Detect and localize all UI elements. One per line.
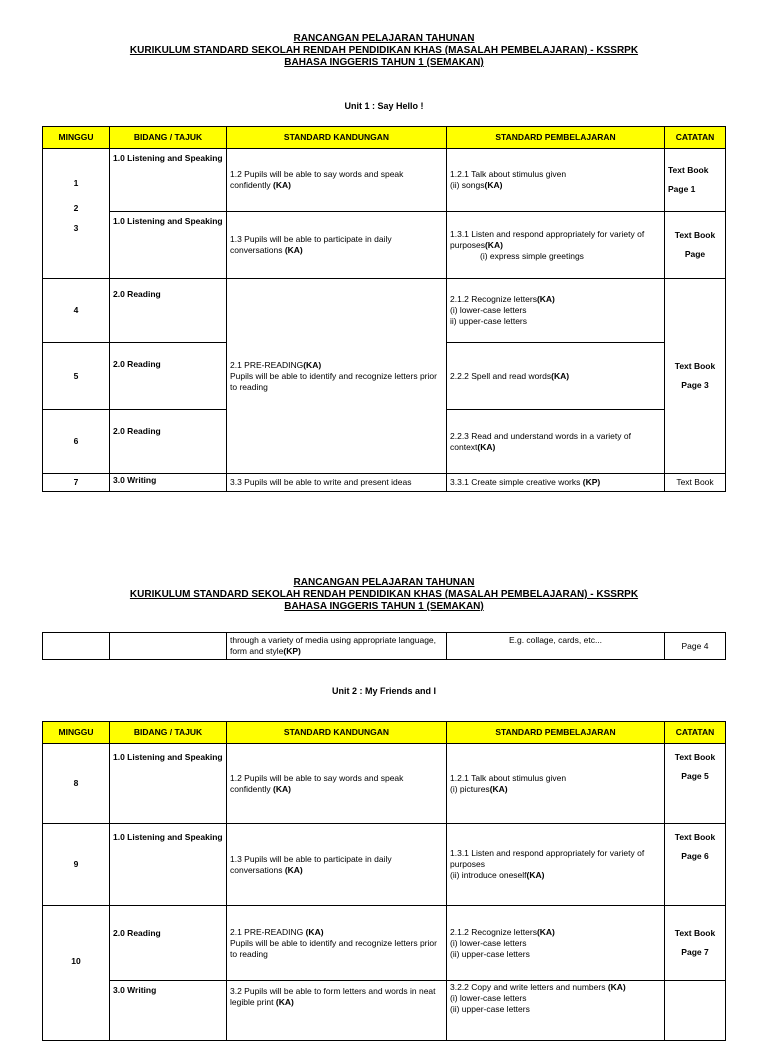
table-row	[43, 279, 726, 343]
table-row	[43, 149, 726, 212]
col-sk: STANDARD KANDUNGAN	[227, 127, 447, 149]
header-line-2: KURIKULUM STANDARD SEKOLAH RENDAH PENDIDIKAN KHAS (MASALAH PEMBELAJARAN) - KSSRPK	[129, 45, 639, 56]
sp-cell: 1.2.1 Talk about stimulus given (i) pictures(KA)	[447, 744, 665, 824]
bidang-cell: 1.0 Listening and Speaking	[110, 824, 227, 906]
unit-1-title: Unit 1 : Say Hello !	[344, 101, 424, 111]
sp-cell: 2.1.2 Recognize letters(KA) (i) lower-case letters ii) upper-case letters	[447, 279, 665, 343]
bidang-cell: 2.0 Reading	[110, 343, 227, 410]
bidang-cell: 2.0 Reading	[110, 906, 227, 981]
catatan-cell: Page 4	[665, 633, 726, 660]
document-header	[0, 33, 768, 69]
bidang-cell: 3.0 Writing	[110, 474, 227, 492]
bidang-cell: 1.0 Listening and Speaking	[110, 744, 227, 824]
header-line-3: BAHASA INGGERIS TAHUN 1 (SEMAKAN)	[284, 57, 484, 68]
week-cell: 6	[43, 410, 110, 474]
table-row	[43, 212, 726, 279]
catatan-cell: Text Book Page 5	[665, 744, 726, 824]
sk-cell: 1.3 Pupils will be able to participate in daily conversations (KA)	[227, 212, 447, 279]
week-number: 1	[73, 178, 79, 188]
week-cell: 5	[43, 343, 110, 410]
sk-cell: 1.3 Pupils will be able to participate in daily conversations (KA)	[227, 824, 447, 906]
sk-cell: 1.2 Pupils will be able to say words and speak confidently (KA)	[227, 744, 447, 824]
week-cell: 9	[43, 824, 110, 906]
catatan-cell	[665, 981, 726, 1041]
sp-cell: 2.2.3 Read and understand words in a variety of context(KA)	[447, 410, 665, 474]
document-header	[0, 577, 768, 613]
bidang-cell: 2.0 Reading	[110, 410, 227, 474]
col-catatan: CATATAN	[665, 127, 726, 149]
table-row	[43, 633, 726, 660]
continuation-table	[42, 632, 726, 660]
header-line-3: BAHASA INGGERIS TAHUN 1 (SEMAKAN)	[284, 601, 484, 612]
week-cell	[43, 149, 110, 279]
sp-cell: 1.3.1 Listen and respond appropriately for variety of purposes (ii) introduce oneself(KA)	[447, 824, 665, 906]
unit-2-table	[42, 721, 726, 1041]
catatan-cell: Text Book Page 7	[665, 906, 726, 981]
catatan-cell: Text Book Page 1	[665, 149, 726, 212]
week-number: 3	[73, 223, 79, 233]
table-row	[43, 981, 726, 1041]
header-line-1: RANCANGAN PELAJARAN TAHUNAN	[293, 33, 475, 44]
col-catatan: CATATAN	[665, 722, 726, 744]
sp-cell: 3.2.2 Copy and write letters and numbers (KA) (i) lower-case letters (ii) upper-case letters	[447, 981, 665, 1041]
table-row	[43, 906, 726, 981]
sp-cell: 2.1.2 Recognize letters(KA) (i) lower-case letters (ii) upper-case letters	[447, 906, 665, 981]
table-row	[43, 474, 726, 492]
week-cell: 7	[43, 474, 110, 492]
catatan-cell: Text Book Page 6	[665, 824, 726, 906]
bidang-cell: 1.0 Listening and Speaking	[110, 149, 227, 212]
bidang-cell: 3.0 Writing	[110, 981, 227, 1041]
unit-1-table	[42, 126, 726, 492]
catatan-cell: Text Book	[665, 474, 726, 492]
col-bidang: BIDANG / TAJUK	[110, 722, 227, 744]
sp-cell: 2.2.2 Spell and read words(KA)	[447, 343, 665, 410]
catatan-cell: Text Book Page	[665, 212, 726, 279]
sk-cell: through a variety of media using appropriate language, form and style(KP)	[227, 633, 447, 660]
table-row	[43, 744, 726, 824]
sk-cell: 2.1 PRE-READING (KA) Pupils will be able to identify and recognize letters prior to reading	[227, 906, 447, 981]
sp-cell: 1.3.1 Listen and respond appropriately for variety of purposes(KA) (i) express simple greetings	[447, 212, 665, 279]
col-bidang: BIDANG / TAJUK	[110, 127, 227, 149]
sk-cell: 3.2 Pupils will be able to form letters and words in neat legible print (KA)	[227, 981, 447, 1041]
bidang-cell	[110, 633, 227, 660]
unit-2-title: Unit 2 : My Friends and I	[331, 686, 436, 696]
sp-cell: 3.3.1 Create simple creative works (KP)	[447, 474, 665, 492]
bidang-cell: 1.0 Listening and Speaking	[110, 212, 227, 279]
week-cell: 8	[43, 744, 110, 824]
col-sp: STANDARD PEMBELAJARAN	[447, 722, 665, 744]
week-number: 2	[73, 203, 79, 213]
sk-cell: 2.1 PRE-READING(KA) Pupils will be able to identify and recognize letters prior to reading	[227, 279, 447, 474]
col-minggu: MINGGU	[43, 722, 110, 744]
catatan-cell: Text Book Page 3	[665, 279, 726, 474]
header-line-2: KURIKULUM STANDARD SEKOLAH RENDAH PENDIDIKAN KHAS (MASALAH PEMBELAJARAN) - KSSRPK	[129, 589, 639, 600]
table-header-row	[43, 127, 726, 149]
week-cell: 10	[43, 906, 110, 1041]
table-row	[43, 824, 726, 906]
col-sk: STANDARD KANDUNGAN	[227, 722, 447, 744]
week-cell: 4	[43, 279, 110, 343]
table-header-row	[43, 722, 726, 744]
sk-cell: 1.2 Pupils will be able to say words and speak confidently (KA)	[227, 149, 447, 212]
sk-cell: 3.3 Pupils will be able to write and present ideas	[227, 474, 447, 492]
col-sp: STANDARD PEMBELAJARAN	[447, 127, 665, 149]
col-minggu: MINGGU	[43, 127, 110, 149]
sp-cell: E.g. collage, cards, etc...	[447, 633, 665, 660]
header-line-1: RANCANGAN PELAJARAN TAHUNAN	[293, 577, 475, 588]
sp-cell: 1.2.1 Talk about stimulus given (ii) songs(KA)	[447, 149, 665, 212]
bidang-cell: 2.0 Reading	[110, 279, 227, 343]
week-cell	[43, 633, 110, 660]
